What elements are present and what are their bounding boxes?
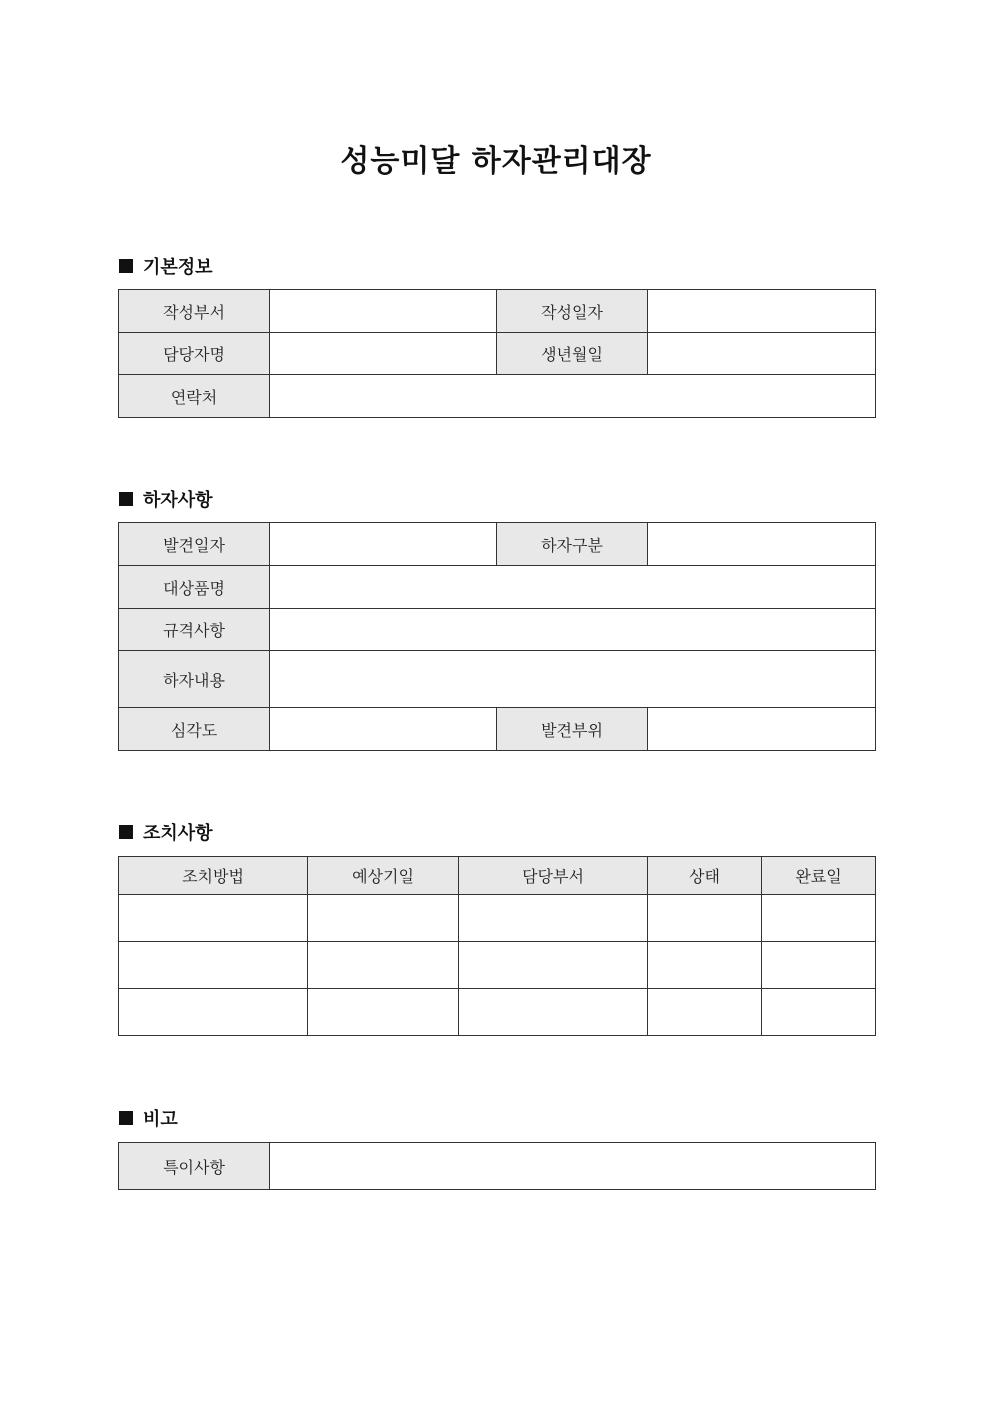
table-cell[interactable] <box>648 989 762 1036</box>
section-heading-remarks <box>119 1105 178 1131</box>
column-header: 담당부서 <box>459 857 648 895</box>
label-found-date: 발견일자 <box>119 523 270 566</box>
table-cell[interactable] <box>648 895 762 942</box>
field-content[interactable] <box>270 651 876 708</box>
field-notes[interactable] <box>270 1143 876 1190</box>
label-date: 작성일자 <box>497 290 648 333</box>
label-contact: 연락처 <box>119 375 270 418</box>
field-found-date[interactable] <box>270 523 497 566</box>
field-severity[interactable] <box>270 708 497 751</box>
table-row <box>119 989 876 1036</box>
label-birth: 생년월일 <box>497 333 648 375</box>
field-dept[interactable] <box>270 290 497 333</box>
section-title: 기본정보 <box>143 257 213 278</box>
section-heading-action <box>119 819 213 845</box>
square-bullet-icon <box>119 1111 133 1125</box>
table-cell[interactable] <box>308 989 459 1036</box>
table-cell[interactable] <box>459 895 648 942</box>
section-title: 비고 <box>143 1109 178 1130</box>
label-product: 대상품명 <box>119 566 270 609</box>
field-contact[interactable] <box>270 375 876 418</box>
field-product[interactable] <box>270 566 876 609</box>
table-cell[interactable] <box>308 942 459 989</box>
label-spec: 규격사항 <box>119 609 270 651</box>
label-severity: 심각도 <box>119 708 270 751</box>
defect-table <box>118 522 876 751</box>
column-header: 예상기일 <box>308 857 459 895</box>
table-row <box>119 942 876 989</box>
page-title: 성능미달 하자관리대장 <box>340 144 652 179</box>
column-header: 완료일 <box>762 857 876 895</box>
label-category: 하자구분 <box>497 523 648 566</box>
section-title: 조치사항 <box>143 823 213 844</box>
table-cell[interactable] <box>459 989 648 1036</box>
label-content: 하자내용 <box>119 651 270 708</box>
action-header-row <box>119 857 876 895</box>
table-cell[interactable] <box>119 895 308 942</box>
column-header: 조치방법 <box>119 857 308 895</box>
table-cell[interactable] <box>648 942 762 989</box>
table-row <box>119 895 876 942</box>
table-cell[interactable] <box>308 895 459 942</box>
square-bullet-icon <box>119 825 133 839</box>
remarks-table <box>118 1142 876 1190</box>
label-notes: 특이사항 <box>119 1143 270 1190</box>
square-bullet-icon <box>119 492 133 506</box>
label-location: 발견부위 <box>497 708 648 751</box>
section-heading-basic <box>119 253 213 279</box>
field-location[interactable] <box>648 708 876 751</box>
field-category[interactable] <box>648 523 876 566</box>
section-heading-defect <box>119 486 213 512</box>
column-header: 상태 <box>648 857 762 895</box>
table-cell[interactable] <box>119 989 308 1036</box>
table-cell[interactable] <box>762 942 876 989</box>
table-cell[interactable] <box>762 895 876 942</box>
table-cell[interactable] <box>459 942 648 989</box>
field-date[interactable] <box>648 290 876 333</box>
field-birth[interactable] <box>648 333 876 375</box>
basic-info-table <box>118 289 876 418</box>
table-cell[interactable] <box>762 989 876 1036</box>
field-manager[interactable] <box>270 333 497 375</box>
action-table <box>118 856 876 1036</box>
square-bullet-icon <box>119 259 133 273</box>
table-cell[interactable] <box>119 942 308 989</box>
label-dept: 작성부서 <box>119 290 270 333</box>
field-spec[interactable] <box>270 609 876 651</box>
section-title: 하자사항 <box>143 490 213 511</box>
label-manager: 담당자명 <box>119 333 270 375</box>
